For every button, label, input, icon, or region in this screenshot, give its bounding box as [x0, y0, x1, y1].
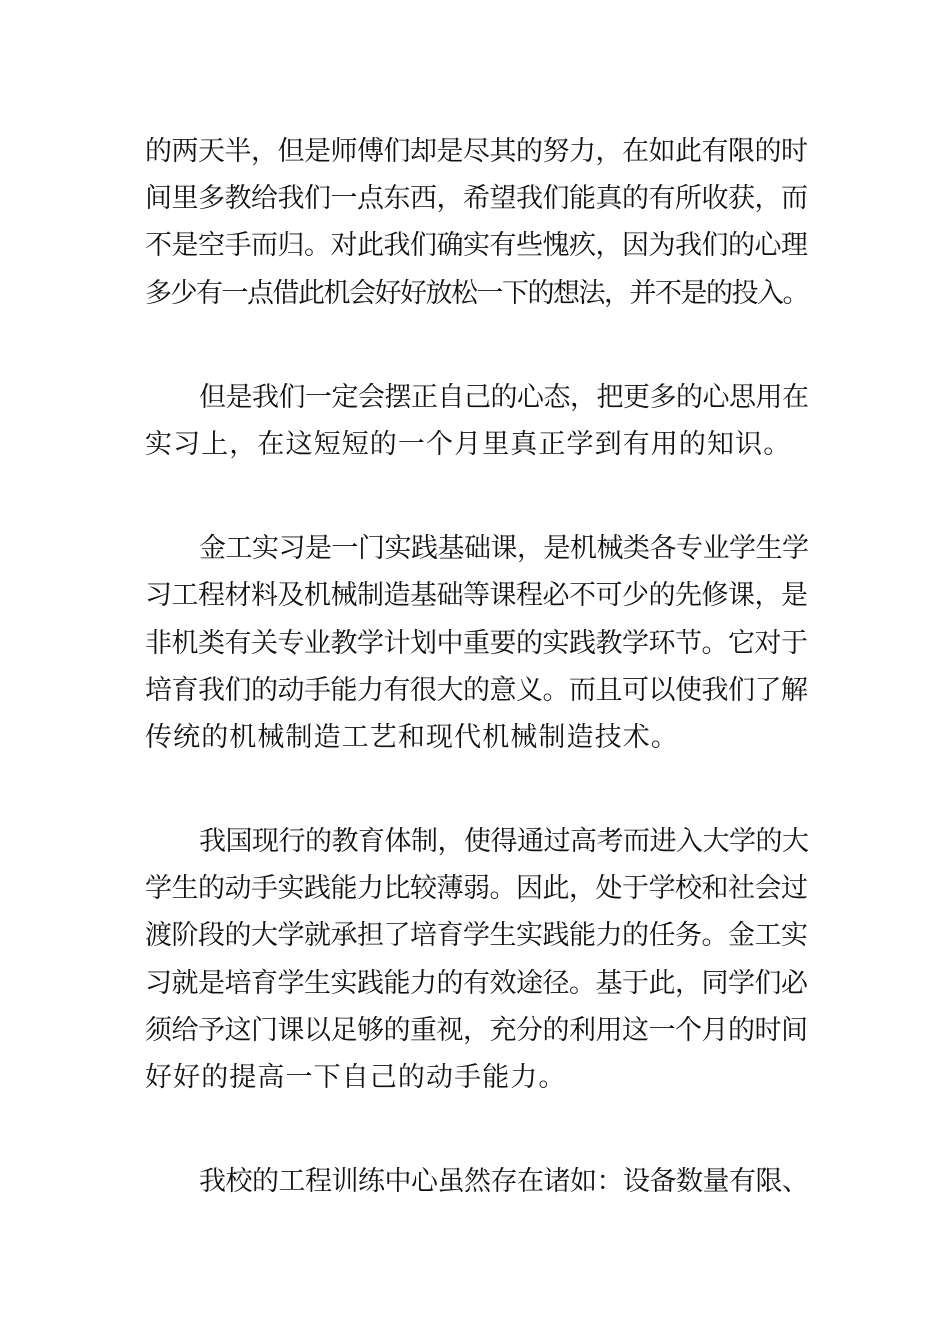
text-line: 我国现行的教育体制，使得通过高考而进入大学的大: [199, 826, 809, 857]
text-line: 金工实习是一门实践基础课，是机械类各专业学生学: [199, 533, 809, 564]
text-line: 实习上，在这短短的一个月里真正学到有用的知识。: [145, 429, 792, 460]
text-line: 培育我们的动手能力有很大的意义。而且可以使我们了解: [145, 675, 808, 706]
text-line: 的两天半，但是师傅们却是尽其的努力，在如此有限的时: [145, 136, 808, 167]
text-line: 习工程材料及机械制造基础等课程必不可少的先修课，是: [145, 580, 808, 611]
text-line: 非机类有关专业教学计划中重要的实践教学环节。它对于: [145, 628, 808, 659]
text-line: 间里多教给我们一点东西，希望我们能真的有所收获，而: [145, 183, 808, 214]
text-line: 习就是培育学生实践能力的有效途径。基于此，同学们必: [145, 968, 808, 999]
text-line: 学生的动手实践能力比较薄弱。因此，处于学校和社会过: [145, 873, 808, 904]
text-line: 渡阶段的大学就承担了培育学生实践能力的任务。金工实: [145, 920, 808, 951]
text-line: 须给予这门课以足够的重视，充分的利用这一个月的时间: [145, 1015, 808, 1046]
text-line: 多少有一点借此机会好好放松一下的想法，并不是的投入。: [145, 278, 808, 309]
text-line: 不是空手而归。对此我们确实有些愧疚，因为我们的心理: [145, 230, 808, 261]
text-line: 但是我们一定会摆正自己的心态，把更多的心思用在: [199, 382, 809, 413]
text-line: 传统的机械制造工艺和现代机械制造技术。: [145, 722, 679, 753]
text-line: 好好的提高一下自己的动手能力。: [145, 1062, 567, 1093]
text-line: 我校的工程训练中心虽然存在诸如：设备数量有限、: [199, 1166, 809, 1197]
